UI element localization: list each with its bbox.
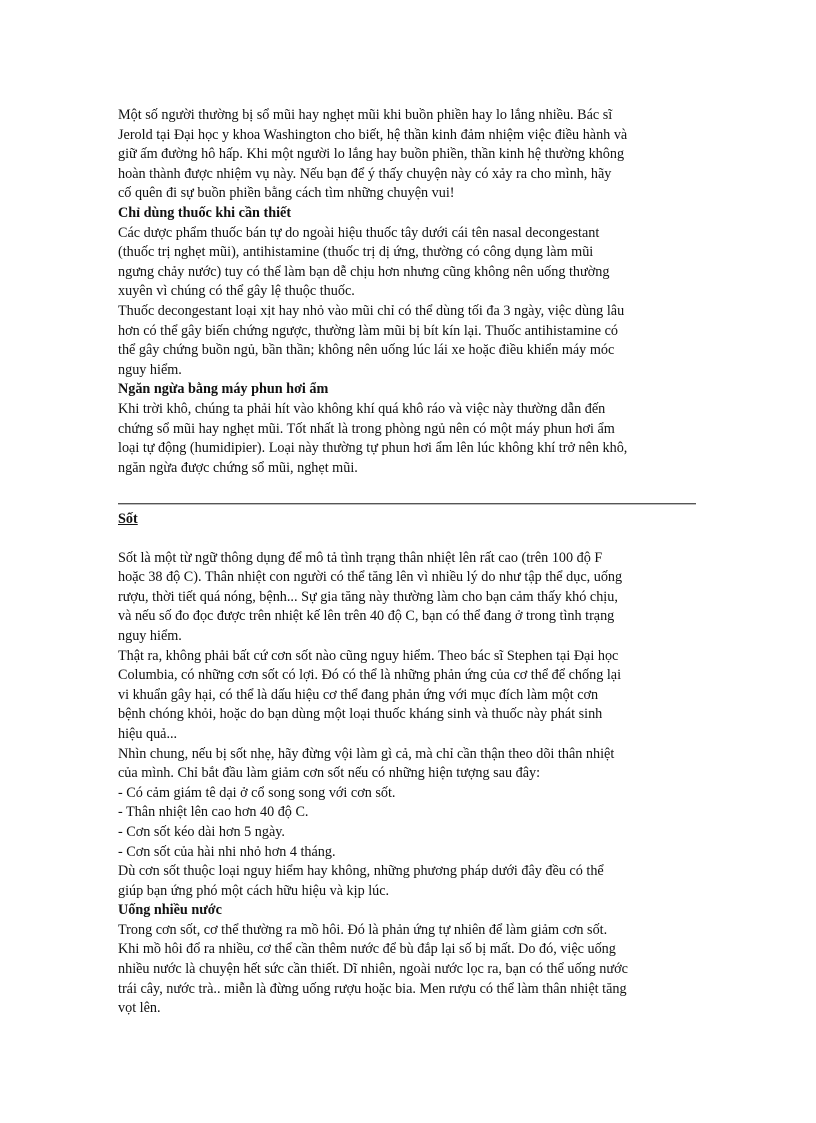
text-line: chứng sổ mũi hay nghẹt mũi. Tốt nhất là trong phòng ngủ nên có một máy phun hơi ẩm — [118, 420, 615, 437]
heading-humidifier: Ngăn ngừa bằng máy phun hơi ẩm — [118, 381, 329, 398]
text-line: Nhìn chung, nếu bị sốt nhẹ, hãy đừng vội làm gì cả, mà chỉ cần thận theo dõi thân nhiệt — [118, 745, 615, 762]
text-line: xuyên vì chúng có thể gây lệ thuộc thuốc. — [118, 283, 355, 300]
text-line: Jerold tại Đại học y khoa Washington cho biết, hệ thần kinh đảm nhiệm việc điều hành và — [118, 126, 628, 143]
text-line: hiệu quả... — [118, 725, 178, 742]
text-line: giữ ấm đường hô hấp. Khi một người lo lắng hay buồn phiền, thần kinh hệ thường không — [118, 146, 625, 163]
text-line: ngưng chảy nước) tuy có thể làm bạn dễ chịu hơn nhưng cũng không nên uống thường — [118, 263, 610, 280]
text-line: và nếu số đo đọc được trên nhiệt kế lên trên 40 độ C, bạn có thể đang ở trong tình trạng — [118, 608, 615, 625]
text-line: Trong cơn sốt, cơ thể thường ra mồ hôi. Đó là phản ứng tự nhiên để làm giảm cơn sốt. — [118, 921, 608, 938]
list-item: - Cơn sốt của hài nhi nhỏ hơn 4 tháng. — [118, 843, 336, 860]
heading-drink-water: Uống nhiều nước — [118, 902, 222, 919]
paragraph-fever-definition — [118, 549, 700, 647]
text-line: trái cây, nước trà.. miễn là đừng uống rượu hoặc bia. Men rượu có thể làm thân nhiệt tăng — [118, 980, 627, 997]
paragraph-otc-medicines — [118, 224, 700, 302]
text-line: nhiều nước là chuyện hết sức cần thiết. Dĩ nhiên, ngoài nước lọc ra, bạn có thể uống nước — [118, 961, 628, 978]
text-line: hoặc 38 độ C). Thân nhiệt con người có thể tăng lên vì nhiều lý do như tập thể dục, uống — [118, 569, 623, 586]
paragraph-decongestant-spray — [118, 302, 700, 380]
list-item: - Thân nhiệt lên cao hơn 40 độ C. — [118, 804, 309, 821]
text-line: loại tự động (humidipier). Loại này thường tự phun hơi ẩm lên lúc không khí trở nên khô, — [118, 440, 628, 457]
text-line: Một số người thường bị sổ mũi hay nghẹt mũi khi buồn phiền hay lo lắng nhiều. Bác sĩ — [118, 107, 613, 123]
text-line: hơn có thể gây biến chứng ngược, thường làm mũi bị bít kín lại. Thuốc antihistamine có — [118, 322, 619, 339]
text-line: thể gây chứng buồn ngủ, bần thần; không nên uống lúc lái xe hoặc điều khiển máy móc — [118, 342, 615, 359]
text-line: Dù cơn sốt thuộc loại nguy hiểm hay không, những phương pháp dưới đây đều có thể — [118, 863, 604, 880]
text-line: Thật ra, không phải bất cứ cơn sốt nào cũng nguy hiểm. Theo bác sĩ Stephen tại Đại học — [118, 647, 619, 664]
text-line: hoàn thành được nhiệm vụ này. Nếu bạn để ý thấy chuyện này có xảy ra cho mình, hãy — [118, 165, 612, 182]
section-fever — [118, 510, 700, 1019]
text-line: Khi trời khô, chúng ta phải hít vào không khí quá khô ráo và việc này thường dẫn đến — [118, 400, 606, 417]
section-title-fever: Sốt — [118, 511, 138, 527]
text-line: Thuốc decongestant loại xịt hay nhỏ vào mũi chỉ có thể dùng tối đa 3 ngày, việc dùng lâu — [118, 302, 625, 319]
paragraph-beneficial-fever — [118, 647, 700, 745]
text-line: cố quên đi sự buồn phiền bằng cách tìm những chuyện vui! — [118, 185, 455, 202]
text-line: nguy hiểm. — [118, 627, 182, 644]
paragraph-methods-intro — [118, 862, 700, 901]
text-line: rượu, thời tiết quá nóng, bệnh... Sự gia tăng này thường làm cho bạn cảm thấy khó chịu, — [118, 588, 618, 605]
list-item: - Cơn sốt kéo dài hơn 5 ngày. — [118, 823, 285, 840]
section-nasal-congestion — [118, 106, 700, 478]
text-line: Columbia, có những cơn sốt có lợi. Đó có thể là những phản ứng của cơ thể để chống lại — [118, 667, 622, 684]
text-line: Sốt là một từ ngữ thông dụng để mô tả tình trạng thân nhiệt lên rất cao (trên 100 độ F — [118, 549, 603, 566]
text-line: ngăn ngừa được chứng sổ mũi, nghẹt mũi. — [118, 459, 358, 476]
paragraph-mild-fever — [118, 745, 700, 784]
horizontal-rule — [118, 503, 696, 505]
paragraph-stress-runny-nose — [118, 106, 700, 204]
text-line: bệnh chóng khỏi, hoặc do bạn dùng một loại thuốc kháng sinh và thuốc này phát sinh — [118, 706, 603, 723]
paragraph-drink-water — [118, 921, 700, 1019]
text-line: vọt lên. — [118, 1000, 161, 1017]
text-line: của mình. Chỉ bắt đầu làm giảm cơn sốt nếu có những hiện tượng sau đây: — [118, 765, 541, 782]
text-line: Khi mồ hôi đổ ra nhiều, cơ thể cần thêm nước để bù đắp lại số bị mất. Do đó, việc uống — [118, 941, 616, 958]
symptom-list — [118, 784, 700, 862]
text-line: vi khuẩn gây hại, có thể là dấu hiệu cơ thể đang phản ứng với mục đích làm một cơn — [118, 686, 599, 703]
text-line: Các dược phẩm thuốc bán tự do ngoài hiệu thuốc tây dưới cái tên nasal decongestant — [118, 224, 600, 241]
heading-use-medicine-when-needed: Chỉ dùng thuốc khi cần thiết — [118, 204, 292, 221]
list-item: - Có cảm giám tê dại ở cổ song song với cơn sốt. — [118, 784, 396, 801]
text-line: nguy hiểm. — [118, 361, 182, 378]
paragraph-humidifier — [118, 400, 700, 478]
text-line: (thuốc trị nghẹt mũi), antihistamine (thuốc trị dị ứng, thường có công dụng làm mũi — [118, 244, 594, 261]
text-line: giúp bạn ứng phó một cách hữu hiệu và kịp lúc. — [118, 882, 390, 899]
